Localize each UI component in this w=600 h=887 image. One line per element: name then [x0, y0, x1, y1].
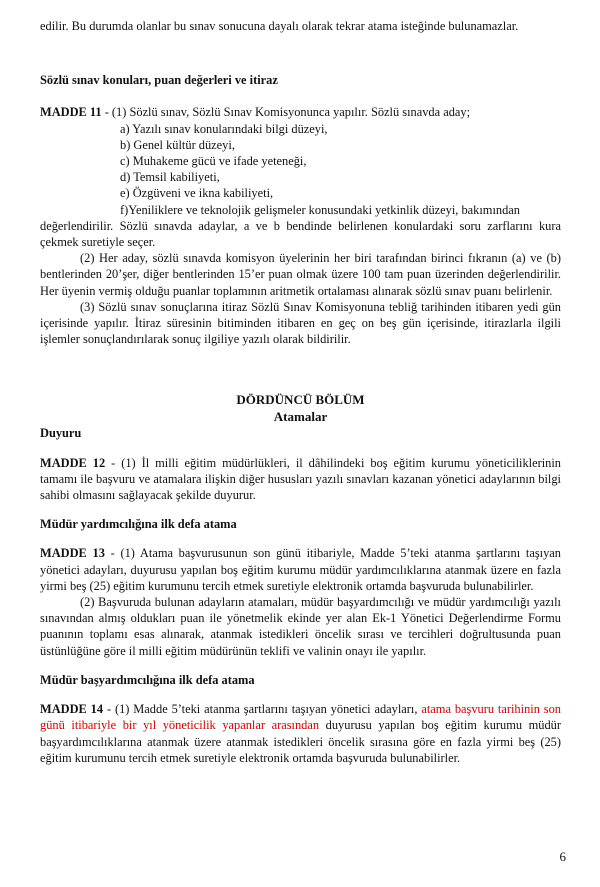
madde-14-label: MADDE 14	[40, 702, 104, 717]
madde-13-paragraph	[40, 545, 561, 594]
madde-11-paragraph-2: (2) Her aday, sözlü sınavda komisyon üyelerinin her biri tarafından birinci fıkranın (a) ve (b) bentlerinden 20’şer, diğer bentlerinden 15’er puan olmak üzere 100 tam puan üzerinden değerlendirilir. Her üyenin vermiş olduğu puanlar toplamının aritmetik ortalaması alınarak sözlü sınav puanı belirlenir.	[40, 251, 561, 298]
criteria-item-e: e) Özgüveni ve ikna kabiliyeti,	[120, 186, 274, 201]
page-number: 6	[559, 848, 566, 864]
document-body	[40, 18, 561, 766]
intro-paragraph: edilir. Bu durumda olanlar bu sınav sonucuna dayalı olarak tekrar atama isteğinde bulunamazlar.	[40, 19, 519, 33]
madde-11-after-list: değerlendirilir. Sözlü sınavda adaylar, a ve b bendinde belirlenen konulardaki soru zarflarını kura çekmek suretiyle seçer.	[40, 218, 561, 250]
madde-13-label: MADDE 13	[40, 546, 105, 561]
criteria-item-d: d) Temsil kabiliyeti,	[120, 170, 220, 185]
madde-14-highlighted-text: atama başvuru tarihinin son günü itibariyle bir yıl yöneticilik yapanlar arasından	[40, 702, 561, 733]
criteria-item-c: c) Muhakeme gücü ve ifade yeteneği,	[120, 154, 307, 169]
madde-14-text-a: - (1) Madde 5’teki atanma şartlarını taşıyan yönetici adayları,	[103, 702, 422, 717]
criteria-item-b: b) Genel kültür düzeyi,	[120, 137, 235, 152]
chapter-subtitle: Atamalar	[273, 409, 328, 425]
madde-12-label: MADDE 12	[40, 455, 106, 470]
madde-12-text: - (1) İl milli eğitim müdürlükleri, il dâhilindeki boş eğitim kurumu yöneticiliklerinin tamamı ile başvuru ve atamalara ilişkin diğer hususları yazılı sınavları kazanan yönetici adaylarının bilgi sahibi olmasını sağlayacak şekilde duyurur.	[40, 455, 561, 503]
madde-13-paragraph-2: (2) Başvuruda bulunan adayların atamaları, müdür başyardımcılığı ve müdür yardımcılığı yazılı sınavından almış oldukları puan ile yönetmelik ekinde yer alan Ek-1 Yönetici Değerlendirme Formu puanının toplamı esas alınarak, atanmak istedikleri öncelik sırası ve tercihleri doğrultusunda puan üstünlüğüne göre il milli eğitim müdürünün teklifi ve valinin onayı ile yapılır.	[40, 595, 561, 658]
madde-13-text: - (1) Atama başvurusunun son günü itibariyle, Madde 5’teki atanma şartlarını taşıyan yönetici adayları, duyurusu yapılan boş eğitim kurumu müdür yardımcılıklarına atanmak üzere en fazla yirmi beş (25) eğitim kurumunu tercih etmek suretiyle elektronik ortamda başvuruda bulunabilirler.	[40, 546, 561, 593]
section-11-heading: Sözlü sınav konuları, puan değerleri ve itiraz	[40, 73, 278, 88]
section-13-heading: Müdür yardımcılığına ilk defa atama	[40, 517, 237, 532]
criteria-item-a: a) Yazılı sınav konularındaki bilgi düzeyi,	[120, 121, 328, 136]
madde-11-label: MADDE 11	[40, 105, 102, 120]
madde-11-text: - (1) Sözlü sınav, Sözlü Sınav Komisyonunca yapılır. Sözlü sınavda aday;	[101, 105, 471, 120]
madde-12-paragraph	[40, 455, 561, 504]
madde-11-paragraph	[40, 104, 561, 120]
section-12-heading: Duyuru	[40, 426, 82, 441]
madde-14-text-b: duyurusu yapılan boş eğitim kurumu müdür başyardımcılıklarına atanmak üzere atanmak istedikleri öncelik sırasına göre en fazla yirmi beş (25) eğitim kurumunu tercih etmek suretiyle elektronik ortamda başvuruda bulunabilirler.	[40, 718, 561, 765]
madde-11-criteria-list	[40, 121, 561, 218]
chapter-title: DÖRDÜNCÜ BÖLÜM	[236, 392, 365, 408]
madde-11-paragraph-3: (3) Sözlü sınav sonuçlarına itiraz Sözlü Sınav Komisyonuna tebliğ tarihinden itibaren yedi gün içerisinde yapılır. İtiraz süresinin bitiminden itibaren en geç on beş gün içerisinde, itirazlarla ilgili işlemler sonuçlandırılarak sonuç ilgiliye yazılı olarak bildirilir.	[40, 299, 561, 347]
madde-14-paragraph	[40, 701, 561, 766]
criteria-item-f: f)Yeniliklere ve teknolojik gelişmeler konusundaki yetkinlik düzeyi, bakımından	[120, 202, 520, 217]
section-14-heading: Müdür başyardımcılığına ilk defa atama	[40, 672, 255, 687]
